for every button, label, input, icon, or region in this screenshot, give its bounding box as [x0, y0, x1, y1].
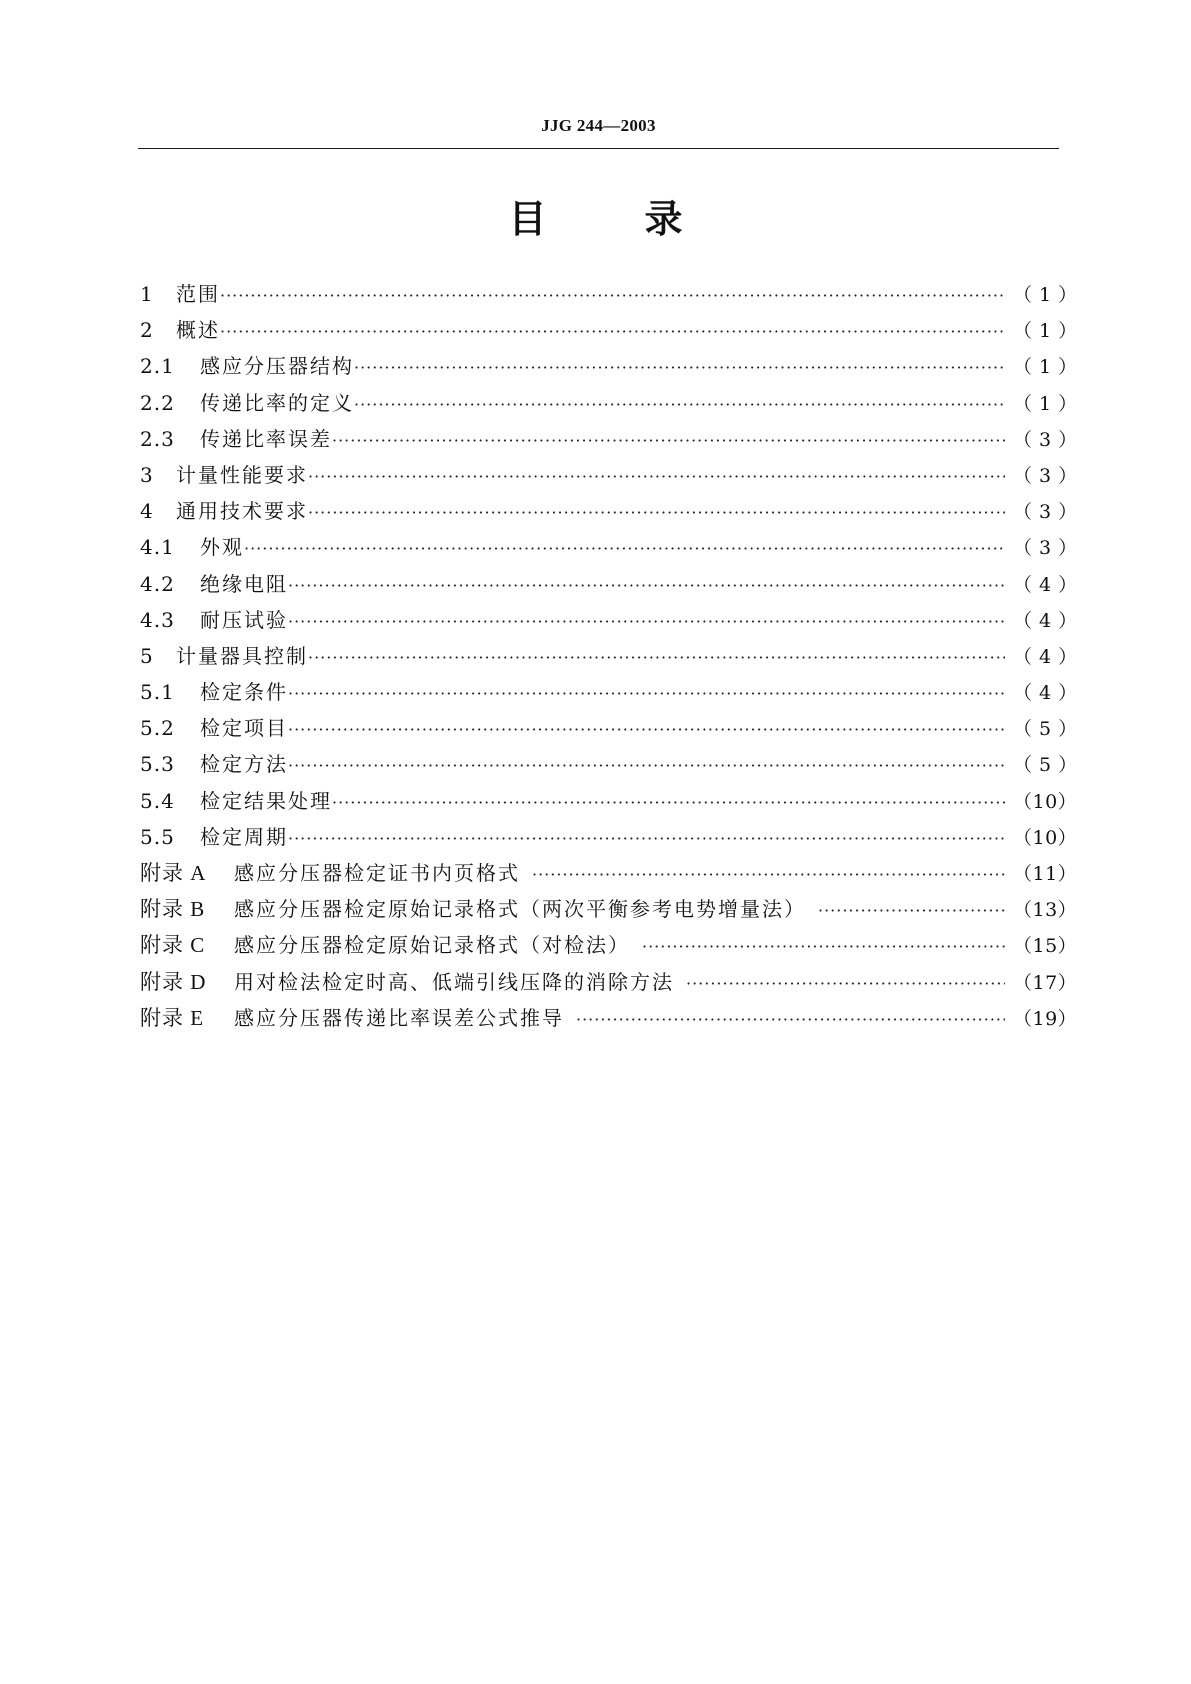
- toc-entry[interactable]: [140, 638, 1078, 674]
- toc-dot-leader: [288, 712, 1005, 748]
- toc-entry-label: 检定方法: [200, 752, 288, 777]
- toc-entry[interactable]: [140, 602, 1078, 638]
- toc-entry[interactable]: [140, 348, 1078, 384]
- toc-entry-number: 2.2: [140, 390, 175, 415]
- toc-dot-leader: [686, 966, 1005, 1002]
- toc-entry-label: 传递比率的定义: [200, 390, 354, 415]
- toc-entry-number: 2.3: [140, 426, 175, 451]
- toc-entry-page: （ 3 ）: [1013, 428, 1078, 451]
- toc-entry-number: 4: [140, 499, 154, 524]
- toc-dot-leader: [244, 531, 1005, 567]
- toc-entry-page: （ 4 ）: [1013, 682, 1078, 705]
- toc-entry-number: 附录 A: [140, 861, 207, 885]
- toc-entry-number: 附录 D: [140, 969, 207, 994]
- toc-entry-label: 用对检法检定时高、低端引线压降的消除方法: [234, 969, 674, 994]
- toc-dot-leader: [532, 857, 1005, 893]
- toc-entry-number: 4.1: [140, 535, 175, 560]
- toc-entry[interactable]: [140, 927, 1078, 963]
- toc-dot-leader: [818, 893, 1005, 929]
- toc-entry[interactable]: [140, 891, 1078, 927]
- toc-dot-leader: [642, 929, 1005, 965]
- toc-entry-label: 感应分压器结构: [200, 354, 354, 379]
- toc-entry-number: 5.3: [140, 752, 175, 777]
- toc-dot-leader: [288, 821, 1005, 857]
- toc-entry[interactable]: [140, 1000, 1078, 1036]
- toc-entry[interactable]: [140, 710, 1078, 746]
- toc-entry-page: （10）: [1013, 826, 1078, 849]
- toc-dot-leader: [288, 604, 1005, 640]
- toc-dot-leader: [332, 423, 1005, 459]
- toc-entry-page: （ 3 ）: [1013, 501, 1078, 524]
- toc-entry[interactable]: [140, 783, 1078, 819]
- toc-entry-label: 计量器具控制: [176, 643, 308, 668]
- toc-entry[interactable]: [140, 746, 1078, 782]
- toc-entry[interactable]: [140, 276, 1078, 312]
- toc-entry[interactable]: [140, 421, 1078, 457]
- toc-title-char-2: 录: [644, 197, 683, 241]
- toc-entry-number: 4.2: [140, 571, 175, 596]
- toc-dot-leader: [576, 1002, 1005, 1038]
- toc-entry-page: （15）: [1013, 935, 1078, 958]
- toc-entry-label: 检定条件: [200, 680, 288, 705]
- toc-entry-number: 5.1: [140, 680, 175, 705]
- toc-entry-page: （ 5 ）: [1013, 718, 1078, 741]
- toc-entry-page: （10）: [1013, 790, 1078, 813]
- toc-entry-page: （ 4 ）: [1013, 573, 1078, 596]
- toc-list: [140, 276, 1078, 1036]
- toc-entry-label: 检定项目: [200, 716, 288, 741]
- toc-entry-number: 附录 C: [140, 933, 206, 958]
- toc-entry-number: 1: [140, 282, 154, 306]
- toc-entry-page: （ 1 ）: [1013, 392, 1078, 415]
- toc-entry-page: （11）: [1013, 863, 1078, 885]
- toc-entry-number: 附录 B: [140, 897, 206, 922]
- toc-entry[interactable]: [140, 529, 1078, 565]
- toc-dot-leader: [332, 785, 1005, 821]
- toc-entry-page: （ 1 ）: [1013, 356, 1078, 379]
- toc-entry-number: 5.5: [140, 824, 175, 849]
- toc-entry-label: 传递比率误差: [200, 426, 332, 451]
- toc-entry-page: （ 4 ）: [1013, 609, 1078, 632]
- toc-entry[interactable]: [140, 457, 1078, 493]
- toc-entry-label: 通用技术要求: [176, 499, 308, 524]
- toc-entry-number: 5: [140, 643, 154, 668]
- toc-entry-page: （ 3 ）: [1013, 537, 1078, 560]
- toc-entry-page: （17）: [1013, 971, 1078, 994]
- toc-title: [0, 196, 1191, 242]
- toc-entry-number: 5.2: [140, 716, 175, 741]
- toc-entry[interactable]: [140, 566, 1078, 602]
- toc-dot-leader: [288, 568, 1005, 604]
- toc-entry-label: 耐压试验: [200, 607, 288, 632]
- toc-entry-page: （ 3 ）: [1013, 464, 1078, 487]
- toc-entry-page: （ 5 ）: [1013, 754, 1078, 777]
- toc-entry[interactable]: [140, 385, 1078, 421]
- toc-dot-leader: [354, 350, 1005, 386]
- toc-entry-label: 检定结果处理: [200, 788, 332, 813]
- toc-entry-label: 外观: [200, 535, 244, 560]
- toc-entry-page: （ 1 ）: [1013, 320, 1078, 343]
- toc-entry-page: （19）: [1013, 1007, 1078, 1030]
- toc-entry-label: 感应分压器检定证书内页格式: [234, 861, 520, 885]
- document-code-header: JJG 244—2003: [541, 116, 656, 135]
- toc-dot-leader: [308, 495, 1005, 531]
- toc-entry[interactable]: [140, 855, 1078, 891]
- toc-entry-page: （13）: [1013, 899, 1078, 922]
- toc-entry-label: 检定周期: [200, 824, 288, 849]
- toc-entry[interactable]: [140, 312, 1078, 348]
- toc-dot-leader: [308, 640, 1005, 676]
- toc-entry[interactable]: [140, 493, 1078, 529]
- toc-entry[interactable]: [140, 674, 1078, 710]
- toc-entry-label: 感应分压器检定原始记录格式（对检法）: [234, 933, 630, 958]
- toc-entry-number: 2: [140, 318, 154, 343]
- toc-entry-number: 4.3: [140, 607, 175, 632]
- toc-entry[interactable]: [140, 819, 1078, 855]
- toc-entry-page: （ 4 ）: [1013, 645, 1078, 668]
- toc-entry-label: 概述: [176, 318, 220, 343]
- toc-entry-page: （ 1 ）: [1013, 284, 1078, 306]
- toc-entry-label: 感应分压器检定原始记录格式（两次平衡参考电势增量法）: [234, 897, 806, 922]
- toc-entry-label: 感应分压器传递比率误差公式推导: [234, 1005, 564, 1030]
- toc-dot-leader: [220, 314, 1005, 350]
- toc-dot-leader: [288, 748, 1005, 784]
- toc-dot-leader: [354, 387, 1005, 423]
- toc-entry-number: 5.4: [140, 788, 175, 813]
- toc-title-char-1: 目: [508, 197, 547, 241]
- toc-entry-label: 范围: [176, 282, 220, 306]
- toc-entry-number: 附录 E: [140, 1005, 205, 1030]
- toc-entry-label: 绝缘电阻: [200, 571, 288, 596]
- toc-entry-number: 2.1: [140, 354, 175, 379]
- toc-dot-leader: [308, 459, 1005, 495]
- toc-dot-leader: [220, 278, 1005, 314]
- toc-entry[interactable]: [140, 964, 1078, 1000]
- toc-entry-label: 计量性能要求: [176, 462, 308, 487]
- toc-dot-leader: [288, 676, 1005, 712]
- header-divider: [138, 148, 1059, 149]
- toc-entry-number: 3: [140, 462, 154, 487]
